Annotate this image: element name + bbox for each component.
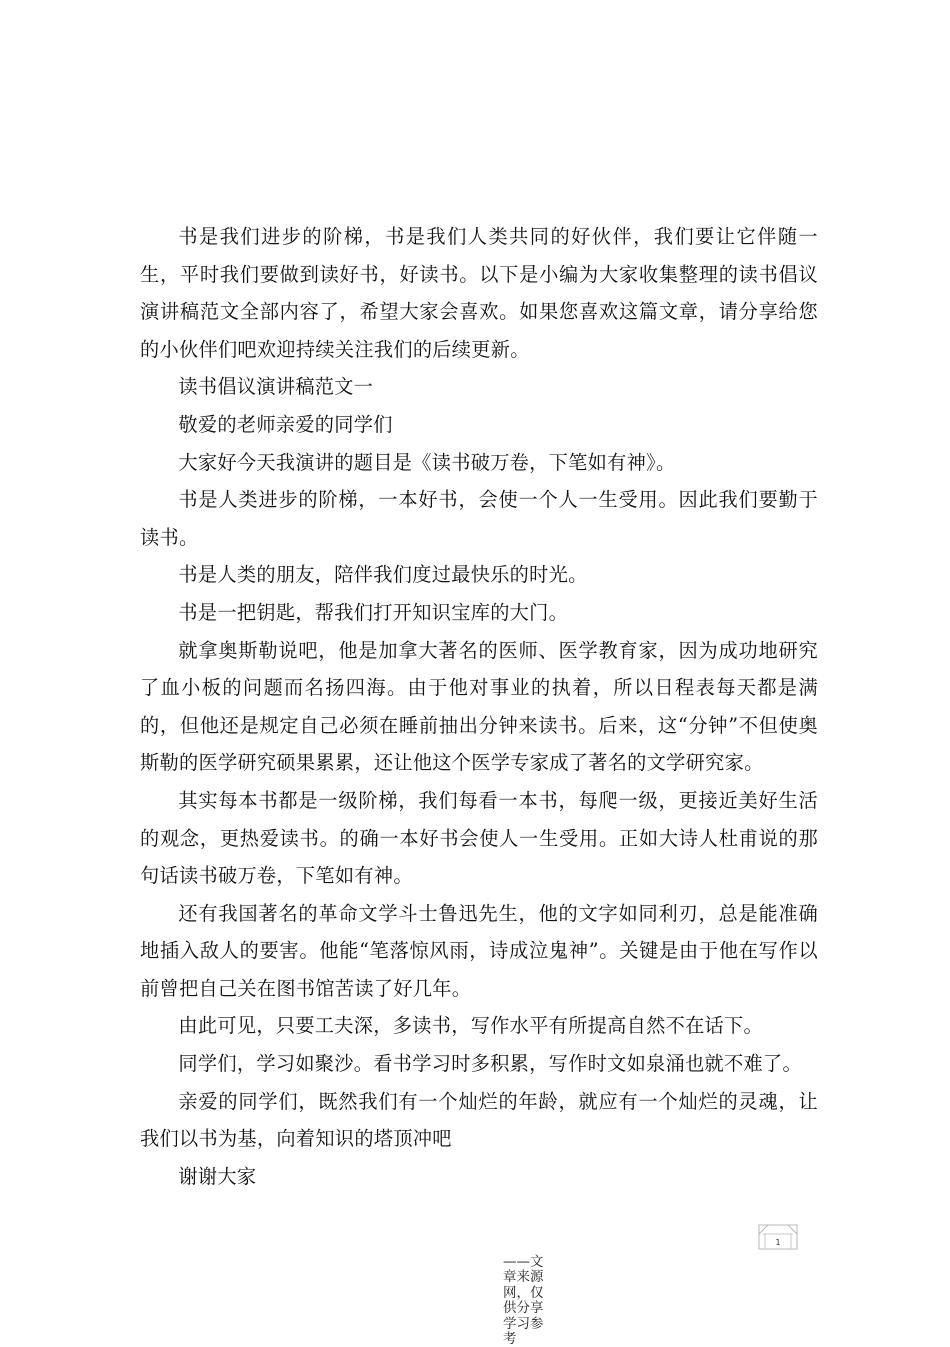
body-paragraph: 书是人类进步的阶梯，一本好书，会使一个人一生受用。因此我们要勤于读书。	[140, 488, 818, 549]
body-paragraph: 书是人类的朋友，陪伴我们度过最快乐的时光。	[178, 563, 588, 587]
page-number-badge	[756, 1222, 800, 1252]
document-body	[140, 218, 818, 1195]
salutation: 敬爱的老师亲爱的同学们	[178, 412, 393, 436]
body-paragraph: 由此可见，只要工夫深，多读书，写作水平有所提高自然不在话下。	[178, 1014, 764, 1038]
speech-opening: 大家好今天我演讲的题目是《读书破万卷，下笔如有神》。	[178, 450, 676, 474]
body-paragraph: 书是一把钥匙，帮我们打开知识宝库的大门。	[178, 600, 569, 624]
body-paragraph: 同学们，学习如聚沙。看书学习时多积累，写作时文如泉涌也就不难了。	[178, 1052, 802, 1076]
source-note: ——文章来源网，仅供分享学习参考	[503, 1254, 544, 1347]
body-paragraph: 其实每本书都是一级阶梯，我们每看一本书，每爬一级，更接近美好生活的观念，更热爱读书。的确一本好书会使人一生受用。正如大诗人杜甫说的那句话读书破万卷，下笔如有神。	[140, 788, 818, 888]
page-number: 1	[775, 1238, 781, 1247]
page-frame-icon	[756, 1222, 800, 1252]
body-paragraph: 还有我国著名的革命文学斗士鲁迅先生，他的文字如同利刃，总是能准确地插入敌人的要害。他能“笔落惊风雨，诗成泣鬼神”。关键是由于他在写作以前曾把自己关在图书馆苦读了好几年。	[140, 901, 818, 1000]
closing-paragraph: 亲爱的同学们，既然我们有一个灿烂的年龄，就应有一个灿烂的灵魂，让我们以书为基，向着知识的塔顶冲吧	[140, 1089, 818, 1151]
body-paragraph: 就拿奥斯勒说吧，他是加拿大著名的医师、医学教育家，因为成功地研究了血小板的问题而名扬四海。由于他对事业的执着，所以日程表每天都是满的，但他还是规定自己必须在睡前抽出分钟来读书。后来，这“分钟”不但使奥斯勒的医学研究硕果累累，还让他这个医学专家成了著名的文学研究家。	[140, 638, 818, 775]
intro-paragraph: 书是我们进步的阶梯，书是我们人类共同的好伙伴，我们要让它伴随一生，平时我们要做到读好书，好读书。以下是小编为大家收集整理的读书倡议演讲稿范文全部内容了，希望大家会喜欢。如果您喜欢这篇文章，请分享给您的小伙伴们吧欢迎持续关注我们的后续更新。	[140, 225, 818, 361]
section-title: 读书倡议演讲稿范文一	[178, 375, 374, 399]
thanks-line: 谢谢大家	[178, 1164, 257, 1188]
